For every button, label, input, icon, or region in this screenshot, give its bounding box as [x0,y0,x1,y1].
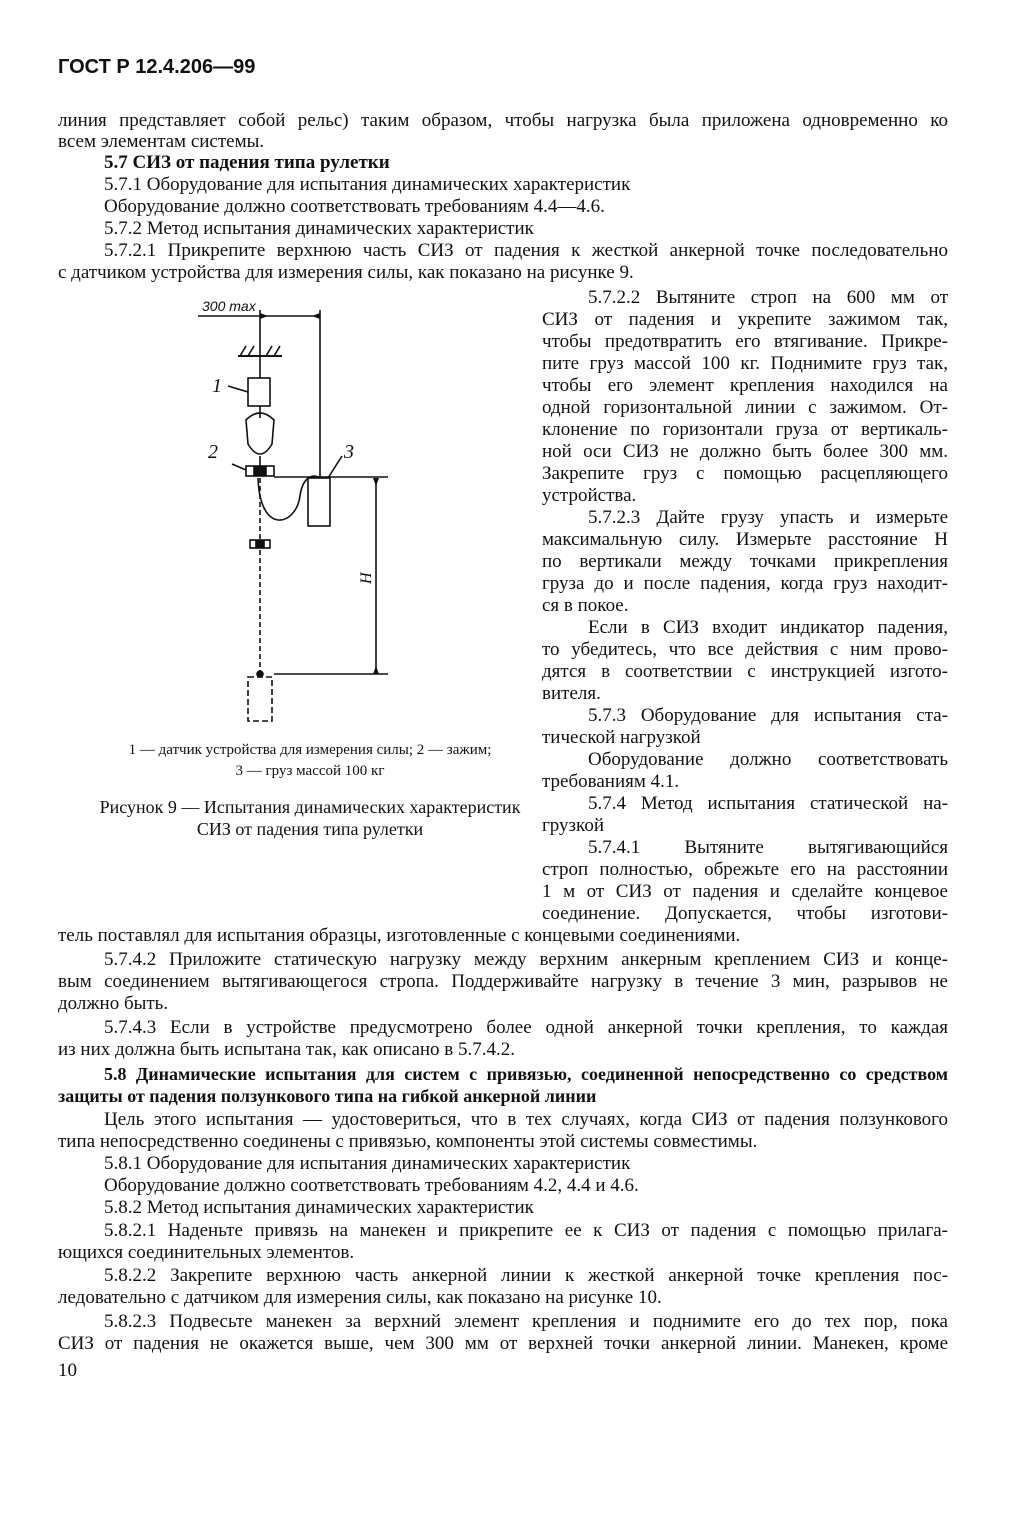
text-line: 5.7.2.1 Прикрепите верхнюю часть СИЗ от падения к жесткой анкерной точке последовательно [104,240,948,261]
weight-after-fall [248,677,272,721]
text-line: тель поставлял для испытания образцы, изготовленные с концевыми соединениями. [58,925,741,946]
text-line: 5.7.4 Метод испытания статической на- [588,793,948,814]
text-line: с датчиком устройства для измерения силы, как показано на рисунке 9. [58,262,634,283]
document-header: ГОСТ Р 12.4.206—99 [58,56,256,78]
text-line: ледовательно с датчиком для измерения силы, как показано на рисунке 10. [58,1287,662,1308]
section-heading: 5.8 Динамические испытания для систем с привязью, соединенной непосредственно со средством [104,1064,948,1084]
text-line: 5.7.2.2 Вытяните строп на 600 мм от [588,287,948,308]
text-line: Оборудование должно соответствовать [588,749,948,770]
text-line: Закрепите груз с помощью расцепляющего [542,463,948,484]
text-line: пите груз массой 100 кг. Поднимите груз так, [542,353,948,374]
text-line: 5.7.4.2 Приложите статическую нагрузку между верхним анкерным креплением СИЗ и конце- [104,949,948,970]
text-line: одной горизонтальной линии с зажимом. От- [542,397,948,418]
text-line: грузкой [542,815,604,836]
dimension-label: 300 max [202,298,256,314]
text-line: требованиям 4.1. [542,771,680,792]
text-line: из них должна быть испытана так, как описано в 5.7.4.2. [58,1039,516,1060]
text-line: клонение по горизонтали груза от вертикаль- [542,419,948,440]
text-line: чтобы его элемент крепления находился на [542,375,948,396]
figure-9-diagram [180,296,420,736]
text-line: устройства. [542,485,637,506]
legend-line: 1 — датчик устройства для измерения силы; 2 — зажим; [128,742,492,758]
text-line: груза до и после падения, когда груз находит- [542,573,948,594]
text-line: 1 м от СИЗ от падения и сделайте концевое [542,881,948,902]
text-line: ся в покое. [542,595,629,616]
text-line: строп полностью, обрежьте его на расстоянии [542,859,948,880]
text-line: по вертикали между точками прикрепления [542,551,948,572]
text-line: типа непосредственно соединены с привязью, компоненты этой системы совместимы. [58,1131,758,1152]
text-line: 5.7.4.1 Вытяните вытягивающийся [588,837,948,858]
text-line: 5.7.2 Метод испытания динамических характеристик [104,218,534,239]
text-line: ной оси СИЗ не должно быть более 300 мм. [542,441,948,462]
text-line: чтобы предотвратить его втягивание. Прикре- [542,331,948,352]
text-line: 5.8.2 Метод испытания динамических характеристик [104,1197,534,1218]
text-line: 5.8.2.3 Подвесьте манекен за верхний элемент крепления и поднимите его до тех пор, пока [104,1311,948,1332]
caption-line: СИЗ от падения типа рулетки [196,819,424,839]
text-line: линия представляет собой рельс) таким образом, чтобы нагрузка была приложена одновременно ко [58,110,948,131]
text-line: 5.7.2.3 Дайте грузу упасть и измерьте [588,507,948,528]
text-line: СИЗ от падения и укрепите зажимом так, [542,309,948,330]
text-line: СИЗ от падения не окажется выше, чем 300 мм от верхней точки анкерной линии. Манекен, кроме [58,1333,948,1354]
text-line: вителя. [542,683,601,704]
label-3: 3 [344,441,354,463]
text-line: Оборудование должно соответствовать требованиям 4.4—4.6. [104,196,605,217]
label-1: 1 [212,375,222,397]
text-line: то убедитесь, что все действия с ним прово- [542,639,948,660]
text-line: Если в СИЗ входит индикатор падения, [588,617,948,638]
text-line: всем элементам системы. [58,131,265,152]
legend-line: 3 — груз массой 100 кг [235,763,385,779]
text-line: Цель этого испытания — удостовериться, что в тех случаях, когда СИЗ от падения ползункового [104,1109,948,1130]
page-number: 10 [58,1360,77,1381]
text-line: 5.8.2.2 Закрепите верхнюю часть анкерной линии к жесткой анкерной точке крепления пос- [104,1265,948,1286]
section-heading: защиты от падения ползункового типа на гибкой анкерной линии [58,1086,597,1106]
text-line: 5.7.4.3 Если в устройстве предусмотрено более одной анкерной точки крепления, то каждая [104,1017,948,1038]
text-line: 5.7.1 Оборудование для испытания динамических характеристик [104,174,631,195]
figure-caption [60,796,560,840]
label-h: H [358,572,375,584]
text-line: тической нагрузкой [542,727,701,748]
text-line: дятся в соответствии с инструкцией изгото- [542,661,948,682]
text-line: ющихся соединительных элементов. [58,1242,355,1263]
label-2: 2 [208,441,218,463]
text-line: 5.7.3 Оборудование для испытания ста- [588,705,948,726]
text-line: должно быть. [58,993,169,1014]
text-line: максимальную силу. Измерьте расстояние H [542,529,948,550]
text-line: 5.8.2.1 Наденьте привязь на манекен и прикрепите ее к СИЗ от падения с помощью прилага- [104,1220,948,1241]
text-line: Оборудование должно соответствовать требованиям 4.2, 4.4 и 4.6. [104,1175,639,1196]
weight-100kg [308,478,330,526]
text-line: соединение. Допускается, чтобы изготови- [542,903,948,924]
caption-line: Рисунок 9 — Испытания динамических характеристик [99,797,521,817]
force-sensor [248,378,270,406]
text-line: вым соединением вытягивающегося стропа. Поддерживайте нагрузку в течение 3 мин, разрывов не [58,971,948,992]
figure-legend [100,740,520,782]
text-line: 5.8.1 Оборудование для испытания динамических характеристик [104,1153,631,1174]
retractable-device [246,413,274,454]
section-heading: 5.7 СИЗ от падения типа рулетки [104,152,390,173]
